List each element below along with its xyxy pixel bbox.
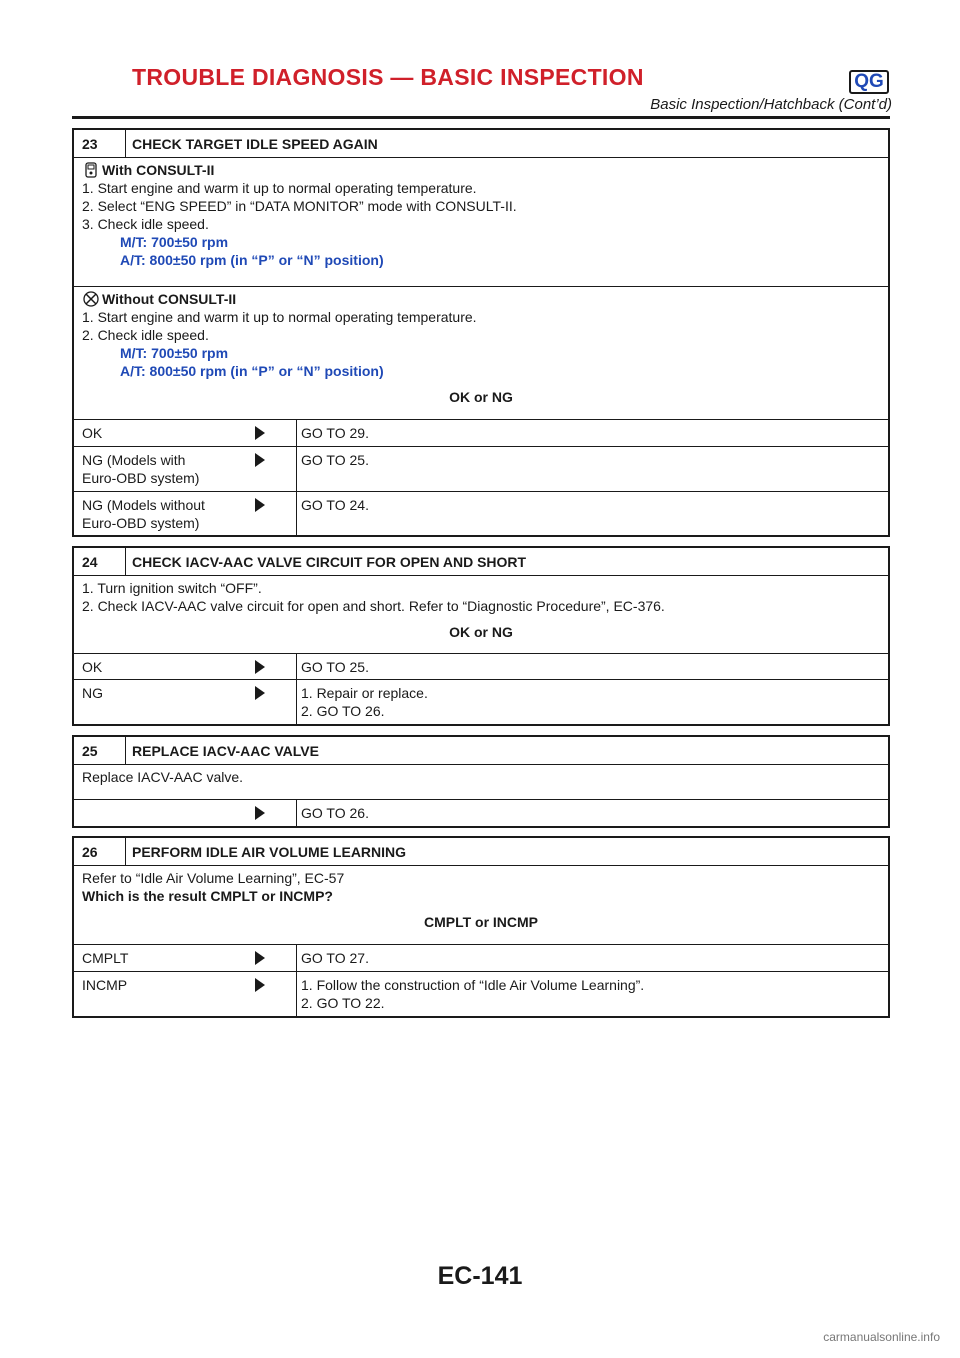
result-action: GO TO 24. [296, 492, 888, 535]
result-question: OK or NG [449, 389, 513, 405]
action-line: 1. Follow the construction of “Idle Air Volume Learning”. [301, 977, 645, 993]
arrow-icon [224, 654, 296, 679]
result-label: NG (Models without Euro-OBD system) [82, 497, 205, 531]
result-row [74, 492, 888, 535]
step-26-block [72, 836, 890, 1018]
instruction-line: 1. Turn ignition switch “OFF”. [82, 580, 262, 596]
result-row [74, 945, 888, 972]
page-header-subtitle: Basic Inspection/Hatchback (Cont’d) [650, 96, 892, 113]
consult-icon [82, 161, 100, 179]
result-label: NG (Models with Euro-OBD system) [82, 452, 200, 486]
arrow-icon [224, 420, 296, 446]
without-consult-heading: Without CONSULT-II [102, 291, 237, 307]
instruction-line: 2. Select “ENG SPEED” in “DATA MONITOR” mode with CONSULT-II. [82, 198, 517, 214]
footer-watermark: carmanualsonline.info [823, 1330, 940, 1344]
header-divider [72, 116, 890, 119]
step-title: PERFORM IDLE AIR VOLUME LEARNING [132, 843, 407, 860]
result-row [74, 654, 888, 680]
step-number: 25 [74, 737, 126, 764]
result-action: GO TO 27. [296, 945, 888, 971]
step-title-row [74, 548, 888, 576]
instruction-line: 1. Start engine and warm it up to normal operating temperature. [82, 180, 477, 196]
result-label: CMPLT [82, 950, 129, 966]
spec-mt: M/T: 700±50 rpm [120, 345, 229, 361]
step-number: 24 [74, 548, 126, 575]
section-badge: QG [849, 70, 889, 94]
result-row [74, 420, 888, 447]
step-title-row [74, 838, 888, 866]
without-consult-heading-line [82, 290, 880, 308]
step-24-block [72, 546, 890, 726]
spec-at: A/T: 800±50 rpm (in “P” or “N” position) [120, 363, 384, 379]
step-number: 26 [74, 838, 126, 865]
result-row [74, 800, 888, 826]
step-25-block [72, 735, 890, 828]
step-content [74, 866, 888, 945]
result-question: OK or NG [449, 624, 513, 640]
step-title: CHECK TARGET IDLE SPEED AGAIN [132, 135, 378, 152]
arrow-icon [224, 447, 296, 491]
step-content [74, 576, 888, 654]
step-title-row [74, 737, 888, 765]
instruction-line: 2. Check idle speed. [82, 327, 209, 343]
with-consult-heading: With CONSULT-II [102, 162, 215, 178]
action-line: 2. GO TO 22. [301, 995, 385, 1011]
result-row [74, 447, 888, 492]
result-action [296, 972, 888, 1016]
step-number: 23 [74, 130, 126, 157]
result-row [74, 972, 888, 1016]
step-content [74, 765, 888, 800]
result-row [74, 680, 888, 724]
action-line: 2. GO TO 26. [301, 703, 385, 719]
arrow-icon [224, 800, 296, 826]
result-label: NG [82, 685, 103, 701]
action-line: 1. Repair or replace. [301, 685, 428, 701]
arrow-icon [224, 680, 296, 724]
no-tools-icon [82, 290, 100, 308]
spec-at: A/T: 800±50 rpm (in “P” or “N” position) [120, 252, 384, 268]
result-action: GO TO 26. [296, 800, 888, 826]
page-number: EC-141 [437, 1262, 523, 1290]
step-title-row [74, 130, 888, 158]
without-consult-section [74, 287, 888, 420]
instruction-line: 2. Check IACV-AAC valve circuit for open and short. Refer to “Diagnostic Procedure”, EC-376. [82, 598, 665, 614]
result-question: CMPLT or INCMP [423, 914, 539, 930]
with-consult-section [74, 158, 888, 287]
result-action: GO TO 25. [296, 654, 888, 679]
result-label [74, 800, 224, 826]
instruction-line: Refer to “Idle Air Volume Learning”, EC-57 [82, 870, 345, 886]
page-header-title: TROUBLE DIAGNOSIS — BASIC INSPECTION [132, 64, 644, 90]
result-action: GO TO 29. [296, 420, 888, 446]
result-action [296, 680, 888, 724]
instruction-line: 1. Start engine and warm it up to normal operating temperature. [82, 309, 477, 325]
result-label: INCMP [82, 977, 128, 993]
spec-mt: M/T: 700±50 rpm [120, 234, 229, 250]
result-prompt: Which is the result CMPLT or INCMP? [82, 888, 333, 904]
instruction-line: Replace IACV-AAC valve. [82, 769, 244, 785]
step-title: CHECK IACV-AAC VALVE CIRCUIT FOR OPEN AND SHORT [132, 553, 527, 570]
step-23-block [72, 128, 890, 537]
instruction-line: 3. Check idle speed. [82, 216, 209, 232]
arrow-icon [224, 492, 296, 535]
arrow-icon [224, 945, 296, 971]
result-label: OK [82, 659, 103, 675]
result-action: GO TO 25. [296, 447, 888, 491]
step-title: REPLACE IACV-AAC VALVE [132, 742, 319, 759]
result-label: OK [82, 425, 103, 441]
arrow-icon [224, 972, 296, 1016]
with-consult-heading-line [82, 161, 880, 179]
